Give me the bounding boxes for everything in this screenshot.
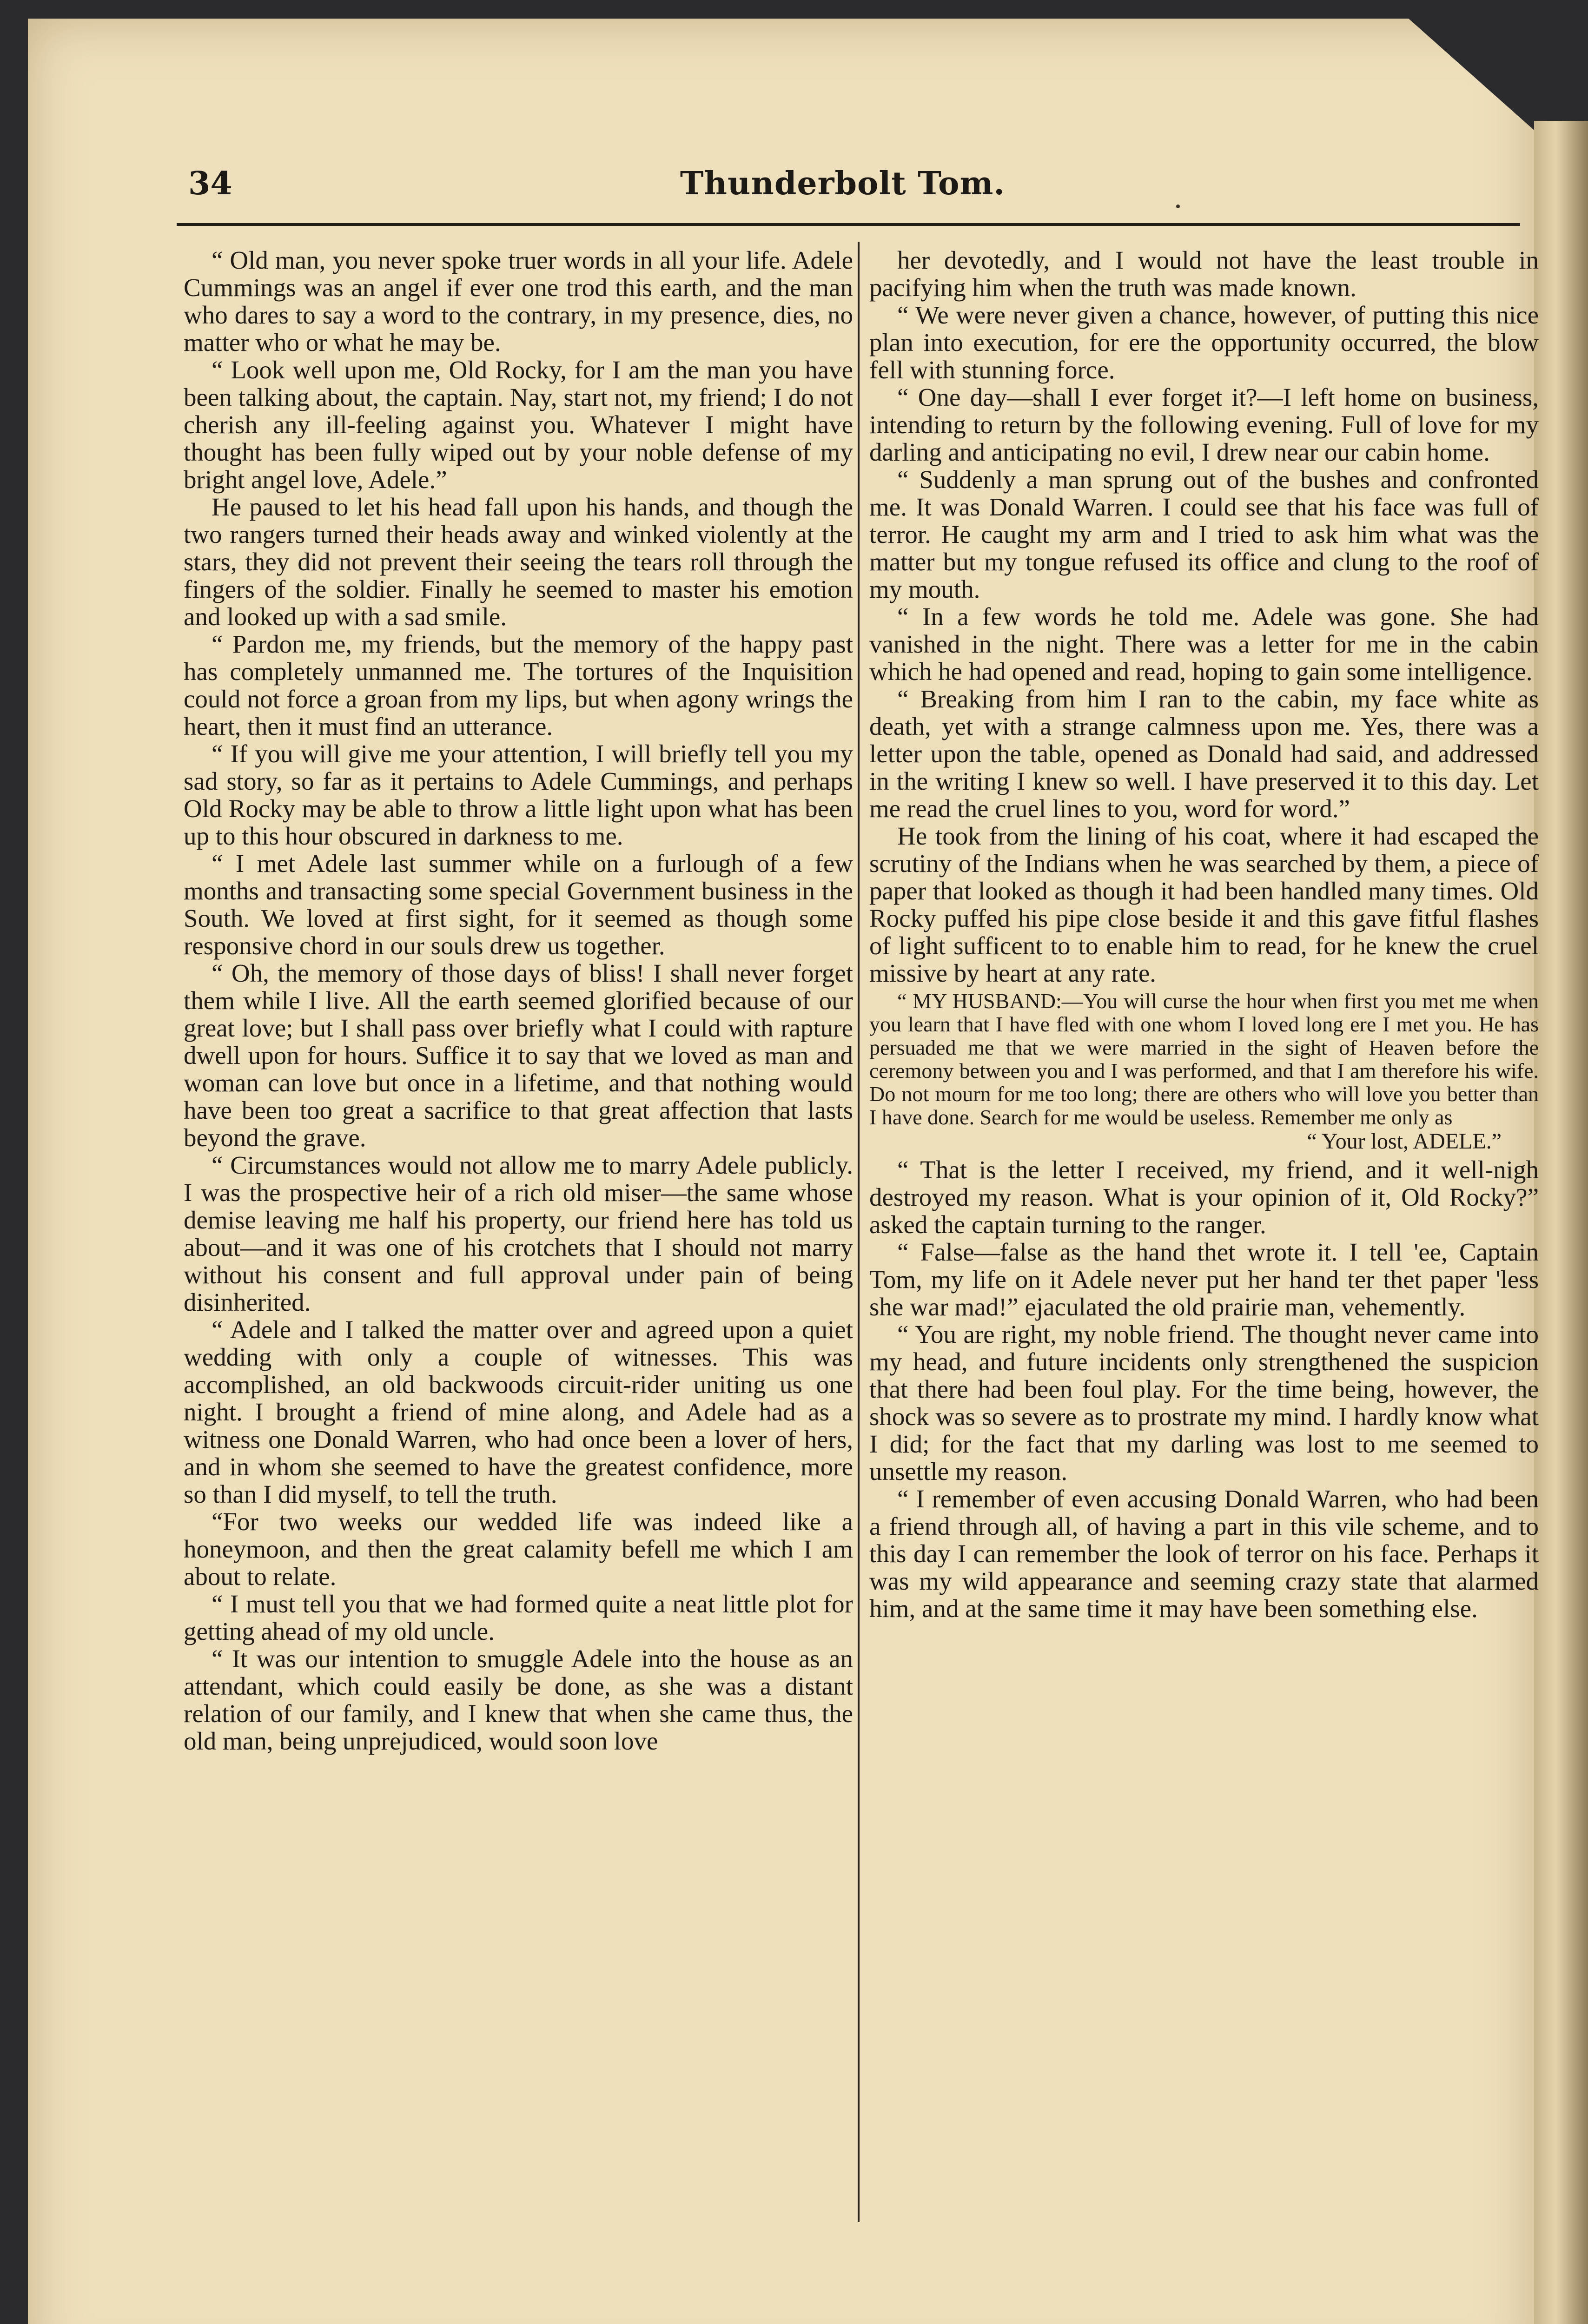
paragraph: “ Circumstances would not allow me to marry Adele publicly. I was the prospective heir of a rich old miser—the same whose demise leaving me half his property, our friend here has told us about—and it was one of his crotchets that I should not marry without his consent and full approval under pain of being disinherited. (184, 1151, 853, 1316)
quoted-letter (869, 990, 1539, 1154)
letter-signature: “ Your lost, ADELE.” (1307, 1129, 1502, 1154)
ink-speck (1176, 205, 1180, 208)
paragraph: He paused to let his head fall upon his hands, and though the two rangers turned their heads away and winked violently at the stars, they did not prevent their seeing the tears roll through the fingers of the soldier. Finally he seemed to master his emotion and looked up with a sad smile. (184, 493, 853, 631)
page-header (160, 160, 1525, 216)
paragraph: “ If you will give me your attention, I will briefly tell you my sad story, so far as it pertains to Adele Cummings, and perhaps Old Rocky may be able to throw a little light upon what has been up to this hour obscured in darkness to me. (184, 739, 853, 850)
paragraph: “ I must tell you that we had formed quite a neat little plot for getting ahead of my old uncle. (184, 1590, 853, 1645)
paragraph: “ That is the letter I received, my friend, and it well-nigh destroyed my reason. What is your opinion of it, Old Rocky?” asked the captain turning to the ranger. (869, 1155, 1539, 1239)
paragraph: “ False—false as the hand thet wrote it. I tell 'ee, Captain Tom, my life on it Adele never put her hand ter thet paper 'less she war mad!” ejaculated the old prairie man, vehemently. (869, 1238, 1539, 1321)
paragraph: “ Old man, you never spoke truer words in all your life. Adele Cummings was an angel if ever one trod this earth, and the man who dares to say a word to the contrary, in my presence, dies, no matter who or what he may be. (184, 246, 853, 357)
paragraph: “ Look well upon me, Old Rocky, for I am the man you have been talking about, the captain. Nay, start not, my friend; I do not cherish any ill-feeling against you. Whatever I might have thought has been fully wiped out by your noble defense of my bright angel love, Adele.” (184, 356, 853, 494)
paragraph: “ One day—shall I ever forget it?—I left home on business, intending to return by the following evening. Full of love for my darling and anticipating no evil, I drew near our cabin home. (869, 383, 1539, 466)
paragraph: “ We were never given a chance, however, of putting this nice plan into execution, for ere the opportunity occurred, the blow fell with stunning force. (869, 301, 1539, 384)
paragraph: “ Suddenly a man sprung out of the bushes and confronted me. It was Donald Warren. I could see that his face was full of terror. He caught my arm and I tried to ask him what was the matter but my tongue refused its office and clung to the roof of my mouth. (869, 465, 1539, 603)
right-column (869, 246, 1539, 2208)
paragraph: “ Adele and I talked the matter over and agreed upon a quiet wedding with only a couple of witnesses. This was accomplished, an old backwoods circuit-rider uniting us one night. I brought a friend of mine along, and Adele had as a witness one Donald Warren, who had once been a lover of hers, and in whom she seemed to have the greatest confidence, more so than I did myself, to tell the truth. (184, 1315, 853, 1508)
paragraph: “ Pardon me, my friends, but the memory of the happy past has completely unmanned me. The tortures of the Inquisition could not force a groan from my lips, but when agony wrings the heart, then it must find an utterance. (184, 630, 853, 740)
paragraph: her devotedly, and I would not have the least trouble in pacifying him when the truth was made known. (869, 246, 1539, 302)
paragraph: “For two weeks our wedded life was indeed like a honeymoon, and then the great calamity befell me which I am about to relate. (184, 1507, 853, 1591)
paragraph: “ Oh, the memory of those days of bliss! I shall never forget them while I live. All the earth seemed glorified because of our great love; but I shall pass over briefly what I could with rapture dwell upon for hours. Suffice it to say that we loved as man and woman can love but once in a lifetime, and that nothing would have been too great a sacrifice to that great affection that lasts beyond the grave. (184, 959, 853, 1152)
page-number: 34 (188, 165, 232, 202)
paragraph: “ In a few words he told me. Adele was gone. She had vanished in the night. There was a letter for me in the cabin which he had opened and read, hoping to gain some intelligence. (869, 602, 1539, 686)
paragraph: “ You are right, my noble friend. The thought never came into my head, and future incidents only strengthened the suspicion that there had been foul play. For the time being, however, the shock was so severe as to prostrate my mind. I hardly know what I did; for the fact that my darling was lost to me seemed to unsettle my reason. (869, 1320, 1539, 1486)
running-title: Thunderbolt Tom. (680, 165, 1006, 202)
column-divider (858, 242, 860, 2222)
adjacent-page-edge (1534, 121, 1588, 2324)
paragraph: He took from the lining of his coat, where it had escaped the scrutiny of the Indians when he was searched by them, a piece of paper that looked as though it had been handled many times. Old Rocky puffed his pipe close beside it and this gave fitful flashes of light sufficent to to enable him to read, for he knew the cruel missive by heart at any rate. (869, 822, 1539, 987)
paragraph: “ Breaking from him I ran to the cabin, my face white as death, yet with a strange calmness upon me. Yes, there was a letter upon the table, opened as Donald had said, and addressed in the writing I knew so well. I have preserved it to this day. Let me read the cruel lines to you, word for word.” (869, 685, 1539, 823)
paragraph: “ I remember of even accusing Donald Warren, who had been a friend through all, of having a part in this vile scheme, and to this day I can remember the look of terror on his face. Perhaps it was my wild appearance and seeming crazy state that alarmed him, and at the same time it may have been something else. (869, 1485, 1539, 1623)
paragraph: “ I met Adele last summer while on a furlough of a few months and transacting some special Government business in the South. We loved at first sight, for it seemed as though some responsive chord in our souls drew us together. (184, 849, 853, 960)
left-column (184, 246, 853, 2208)
header-rule (177, 223, 1520, 226)
letter-body: “ MY HUSBAND:—You will curse the hour when first you met me when you learn that I have fled with one whom I loved long ere I met you. He has persuaded me that we were married in the sight of Heaven before the ceremony between you and I was performed, and that I am therefore his wife. Do not mourn for me too long; there are others who will love you better than I have done. Search for me would be useless. Remember me only as (869, 989, 1539, 1129)
paragraph: “ It was our intention to smuggle Adele into the house as an attendant, which could easily be done, as she was a distant relation of our family, and I knew that when she came thus, the old man, being unprejudiced, would soon love (184, 1644, 853, 1755)
